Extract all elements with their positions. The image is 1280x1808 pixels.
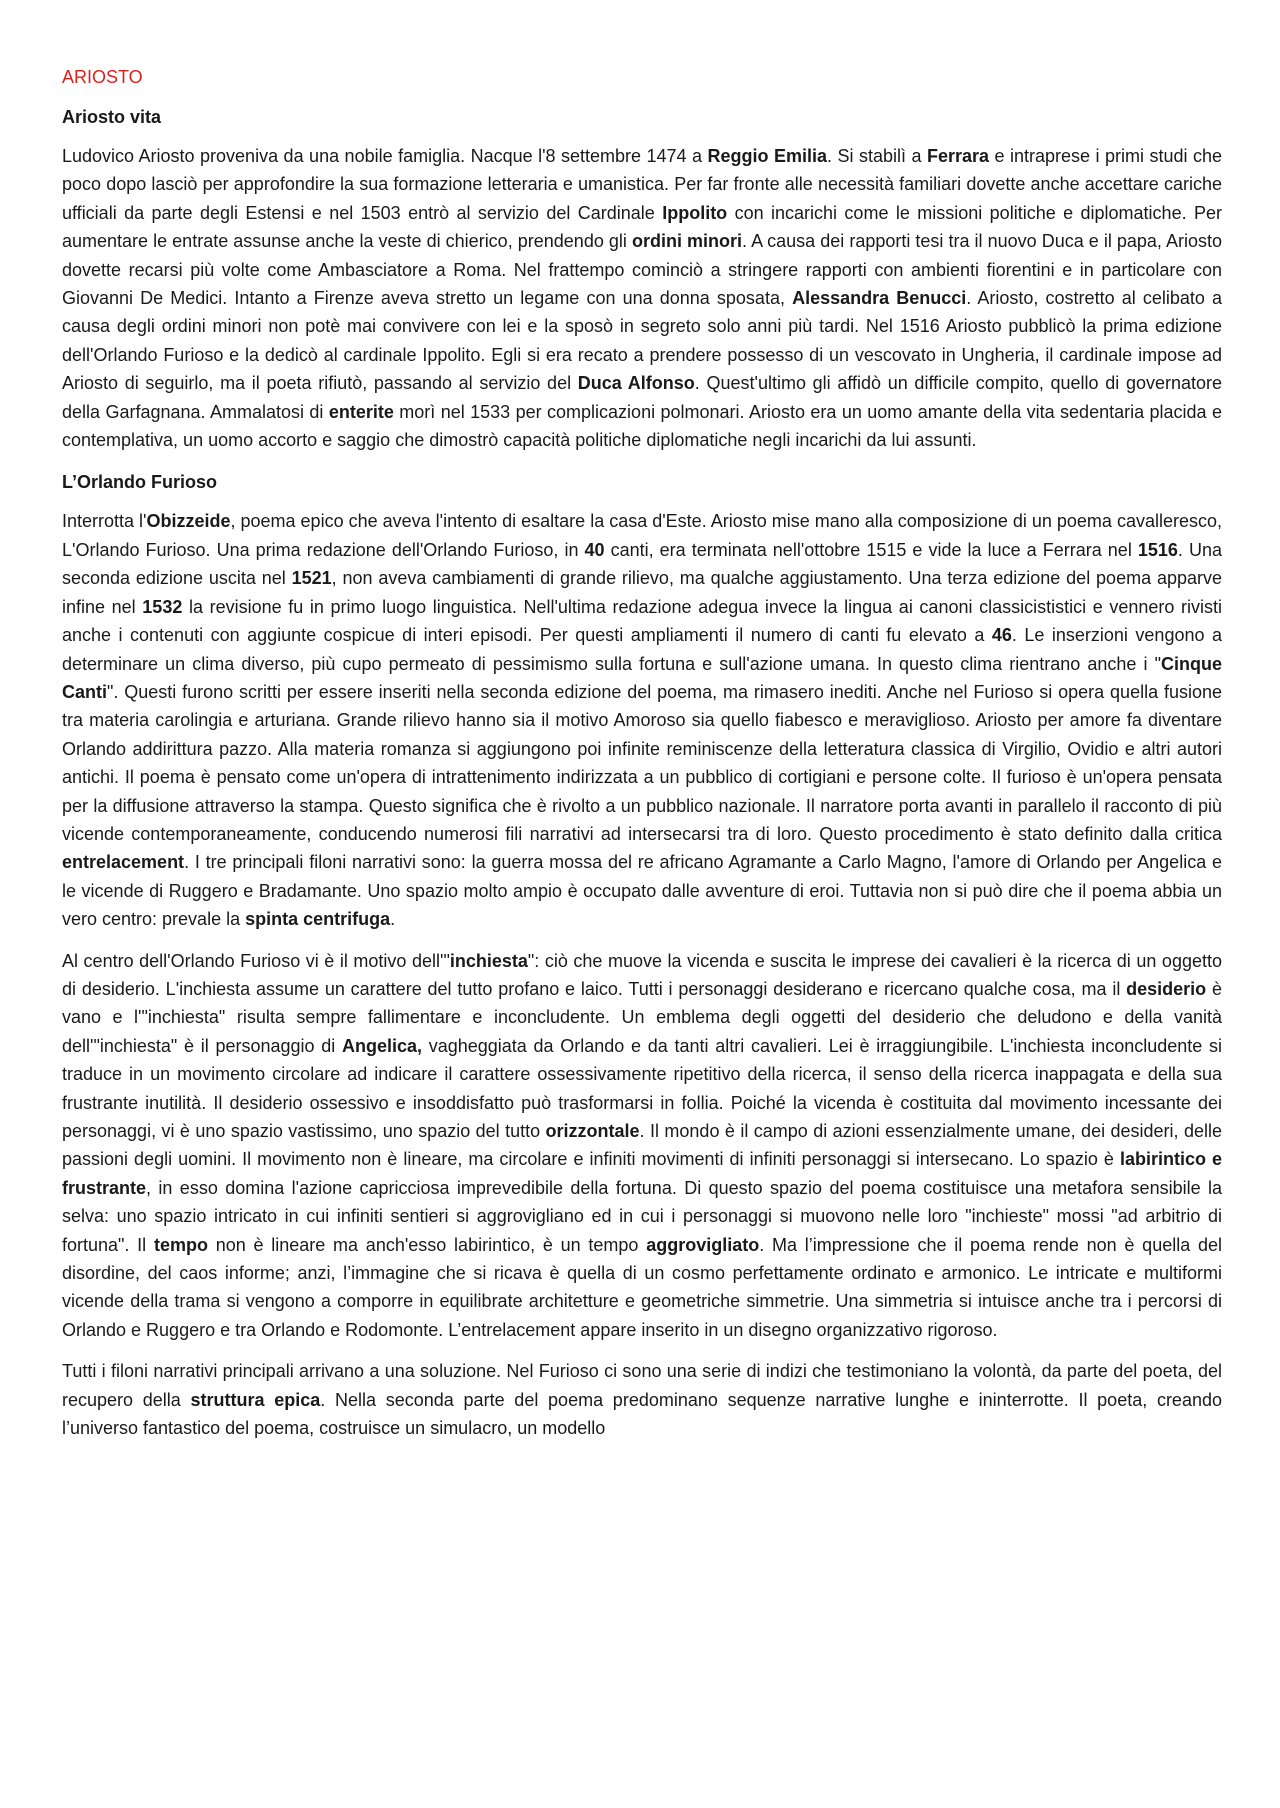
text-run: la revisione fu in primo luogo linguistica. Nell'ultima redazione adegua invece la lingua ai canoni classicististici e vennero rivisti anche i contenuti con aggiunte cospicue di interi episodi. Per questi ampliamenti il numero di canti fu elevato a (62, 596, 1222, 646)
text-run: . Ma l’impressione che il poema rende non è quella del disordine, del caos informe; anzi, l’immagine che si ricava è quella di un cosmo perfettamente ordinato e armonico. Le intricate e multiformi vicende della trama si vengono a comporre in equilibrate architetture e geometriche simmetrie. Una simmetria si intuisce anche tra i percorsi di Orlando e Ruggero e tra Orlando e Rodomonte. L’entrelacement appare inserito in un disegno organizzativo rigoroso. (62, 1234, 1222, 1340)
paragraph (62, 507, 1222, 933)
bold-text: struttura epica (190, 1389, 321, 1410)
text-run: , non aveva cambiamenti di grande rilievo, ma qualche aggiustamento. Una terza edizione del poema apparve infine nel (62, 568, 1222, 617)
bold-text: Ippolito (662, 202, 728, 223)
text-run: , in esso domina l'azione capricciosa imprevedibile della fortuna. Di questo spazio del poema costituisce una metafora sensibile la selva: uno spazio intricato in cui infiniti sentieri si aggrovigliano ed in cui i personaggi si muovono nelle loro "inchieste" mossi "ad arbitrio di fortuna". Il (62, 1177, 1222, 1255)
text-run: ": ciò che muove la vicenda e suscita le imprese dei cavalieri è la ricerca di un oggetto di desiderio. L'inchiesta assume un carattere del tutto profano e laico. Tutti i personaggi desiderano e ricercano qualche cosa, ma il (62, 950, 1222, 999)
text-run: Interrotta l' (62, 511, 147, 532)
bold-text: orizzontale (545, 1121, 640, 1141)
text-run: . (390, 909, 396, 930)
text-run: . Le inserzioni vengono a determinare un clima diverso, più cupo permeato di pessimismo sulla fortuna e sull'azione umana. In questo clima rientrano anche i " (62, 625, 1222, 674)
bold-text: labirintico e frustrante (62, 1149, 1222, 1198)
bold-text: Alessandra Benucci (792, 288, 967, 309)
document-body (62, 102, 1222, 1442)
paragraph (62, 142, 1222, 454)
text-run: vagheggiata da Orlando e da tanti altri cavalieri. Lei è irraggiungibile. L'inchiesta inconcludente si traduce in un movimento circolare ad indicare il carattere ossessivamente ripetitivo della ricerca, il senso della ricerca inappagata e della sua frustrante inutilità. Il desiderio ossessivo e insoddisfatto può trasformarsi in follia. Poiché la vicenda è costituita dal movimento incessante dei personaggi, vi è uno spazio vastissimo, uno spazio del tutto (62, 1035, 1222, 1141)
text-run: . I tre principali filoni narrativi sono: la guerra mossa del re africano Agramante a Carlo Magno, l'amore di Orlando per Angelica e le vicende di Ruggero e Bradamante. Uno spazio molto ampio è occupato dalle avventure di eroi. Tuttavia non si può dire che il poema abbia un vero centro: prevale la (62, 852, 1222, 930)
text-run: . Una seconda edizione uscita nel (62, 539, 1222, 589)
document-title: ARIOSTO (62, 67, 143, 87)
text-run: è vano e l'"inchiesta" risulta sempre fallimentare e inconcludente. Un emblema degli oggetti del desiderio che deludono e della vanità dell'"inchiesta" è il personaggio di (62, 978, 1222, 1056)
text-run: . Quest'ultimo gli affidò un difficile compito, quello di governatore della Garfagnana. Ammalatosi di (62, 373, 1223, 422)
text-run: . Il mondo è il campo di azioni essenzialmente umane, dei desideri, delle passioni degli uomini. Il movimento non è lineare, ma circolare e infiniti movimenti di infiniti personaggi si intersecano. Lo spazio è (62, 1121, 1222, 1170)
bold-text: Ferrara (927, 146, 990, 166)
bold-text: enterite (328, 401, 394, 422)
bold-text: desiderio (1126, 978, 1207, 999)
text-run: con incarichi come le missioni politiche e diplomatiche. Per aumentare le entrate assunse anche la veste di chierico, prendendo gli (62, 202, 1222, 252)
bold-text: Reggio Emilia (707, 146, 828, 166)
text-run: . Ariosto, costretto al celibato a causa degli ordini minori non potè mai convivere con lei e la sposò in segreto solo anni più tardi. Nel 1516 Ariosto pubblicò la prima edizione dell'Orlando Furioso e la dedicò al cardinale Ippolito. Egli si era recato a prendere possesso di un vescovato in Ungheria, il cardinale impose ad Ariosto di seguirlo, ma il poeta rifiutò, passando al servizio del (62, 288, 1222, 394)
text-run: Tutti i filoni narrativi principali arrivano a una soluzione. Nel Furioso ci sono una serie di indizi che testimoniano la volontà, da parte del poeta, del recupero della (62, 1361, 1222, 1410)
bold-text: entrelacement (62, 852, 185, 873)
bold-text: 1532 (142, 596, 183, 617)
bold-text: spinta centrifuga (245, 909, 391, 930)
text-run: e intraprese i primi studi che poco dopo lasciò per approfondire la sua formazione letteraria e umanistica. Per far fronte alle necessità familiari dovette anche accettare cariche ufficiali da parte degli Estensi e nel 1503 entrò al servizio del Cardinale (62, 146, 1222, 223)
bold-text: Obizzeide (146, 511, 231, 532)
text-run: morì nel 1533 per complicazioni polmonari. Ariosto era un uomo amante della vita sedentaria placida e contemplativa, un uomo accorto e saggio che dimostrò capacità politiche diplomatiche negli incarichi da lui assunti. (62, 401, 1222, 451)
text-run: . Nella seconda parte del poema predominano sequenze narrative lunghe e ininterrotte. Il poeta, creando l’universo fantastico del poema, costruisce un simulacro, un modello (62, 1389, 1222, 1439)
section-heading: L’Orlando Furioso (62, 472, 218, 493)
bold-text: Angelica, (341, 1035, 423, 1056)
bold-text: Cinque Canti (62, 653, 1222, 702)
bold-text: 40 (584, 539, 605, 560)
bold-text: ordini minori (631, 231, 743, 252)
text-run: canti, era terminata nell'ottobre 1515 e vide la luce a Ferrara nel (604, 539, 1138, 560)
bold-text: 46 (991, 625, 1012, 646)
bold-text: 1521 (291, 568, 332, 589)
text-run: Al centro dell'Orlando Furioso vi è il motivo dell'" (62, 950, 450, 971)
bold-text: inchiesta (449, 950, 528, 971)
paragraph (62, 947, 1222, 1345)
bold-text: Duca Alfonso (577, 373, 695, 394)
section-heading: Ariosto vita (62, 107, 162, 127)
text-run: . A causa dei rapporti tesi tra il nuovo Duca e il papa, Ariosto dovette recarsi più volte come Ambasciatore a Roma. Nel frattempo cominciò a stringere rapporti con ambienti fiorentini e in particolare con Giovanni De Medici. Intanto a Firenze aveva stretto un legame con una donna sposata, (62, 231, 1223, 309)
paragraph (62, 1357, 1222, 1442)
bold-text: 1516 (1137, 539, 1178, 560)
text-run: , poema epico che aveva l'intento di esaltare la casa d'Este. Ariosto mise mano alla composizione di un poema cavalleresco, L'Orlando Furioso. Una prima redazione dell'Orlando Furioso, in (62, 511, 1222, 560)
bold-text: tempo (153, 1234, 208, 1255)
text-run: . Si stabilì a (827, 146, 927, 166)
text-run: non è lineare ma anch'esso labirintico, è un tempo (207, 1234, 647, 1255)
text-run: ". Questi furono scritti per essere inseriti nella seconda edizione del poema, ma rimasero inediti. Anche nel Furioso si opera quella fusione tra materia carolingia e arturiana. Grande rilievo hanno sia il motivo Amoroso sia quello fiabesco e meraviglioso. Ariosto per amore fa diventare Orlando addirittura pazzo. Alla materia romanza si aggiungono poi infinite reminiscenze della letteratura classica di Virgilio, Ovidio e altri autori antichi. Il poema è pensato come un'opera di intrattenimento indirizzata a un pubblico di cortigiani e persone colte. Il furioso è un'opera pensata per la diffusione attraverso la stampa. Questo significa che è rivolto a un pubblico nazionale. Il narratore porta avanti in parallelo il racconto di più vicende contemporaneamente, conducendo numerosi fili narrativi ad intersecarsi tra di loro. Questo procedimento è stato definito dalla critica (62, 681, 1222, 844)
text-run: Ludovico Ariosto proveniva da una nobile famiglia. Nacque l'8 settembre 1474 a (62, 146, 708, 166)
bold-text: aggrovigliato (646, 1234, 760, 1255)
